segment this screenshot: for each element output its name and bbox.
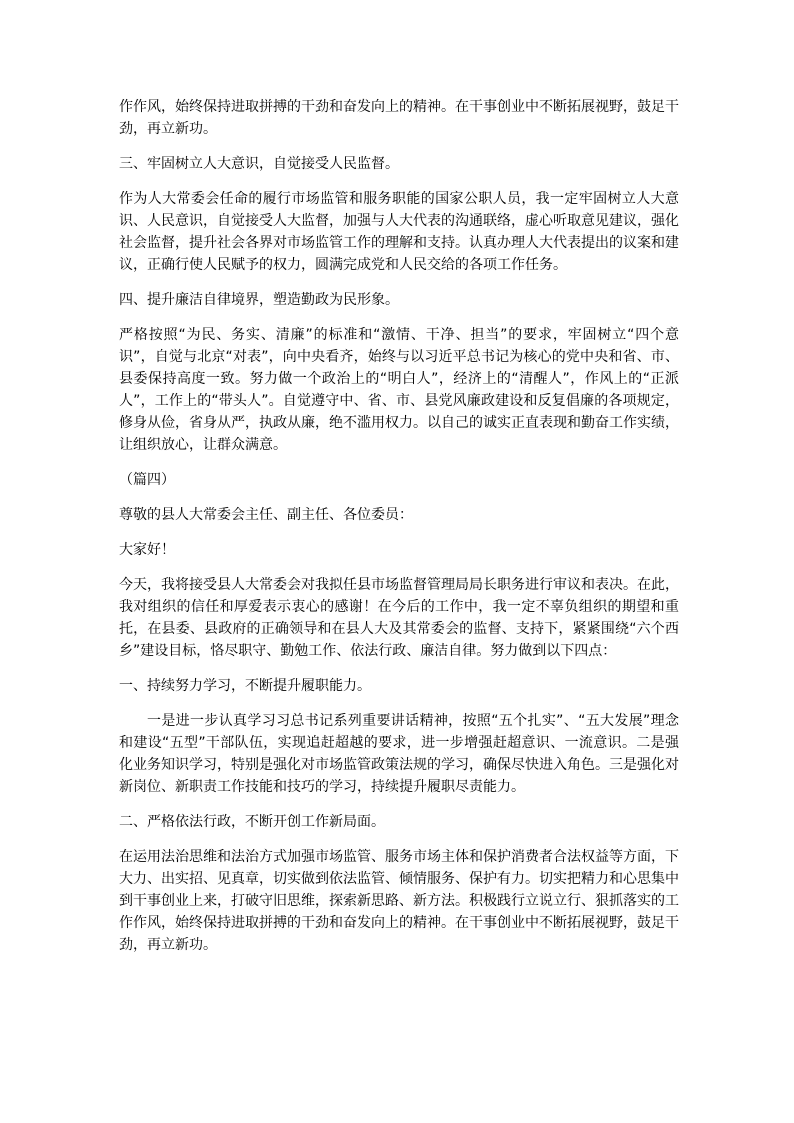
paragraph-continuation: 作作风，始终保持进取拼搏的干劲和奋发向上的精神。在干事创业中不断拓展视野，鼓足干劲，再立新功。	[119, 99, 679, 137]
section-heading-4: 四、提升廉洁自律境界，塑造勤政为民形象。	[119, 292, 399, 308]
section-heading-3: 三、牢固树立人大意识，自觉接受人民监督。	[119, 156, 399, 172]
paragraph-intro: 今天，我将接受县人大常委会对我拟任县市场监督管理局局长职务进行审议和表决。在此，我对组织的信任和厚爱表示衷心的感谢！在今后的工作中，我一定不辜负组织的期望和重托，在县委、县政府的正确领导和在县人大及其常委会的监督、支持下，紧紧围绕“六个西乡”建设目标，恪尽职守、勤勉工作、依法行政、廉洁自律。努力做到以下四点：	[119, 577, 679, 659]
paragraph-section-4: 严格按照“为民、务实、清廉”的标准和“激情、干净、担当”的要求，牢固树立“四个意识”，自觉与北京“对表”，向中央看齐，始终与以习近平总书记为核心的党中央和省、市、县委保持高度一致。努力做一个政治上的“明白人”，经济上的“清醒人”，作风上的“正派人”，工作上的“带头人”。自觉遵守中、省、市、县党风廉政建设和反复倡廉的各项规定，修身从俭，省身从严，执政从廉，绝不滥用权力。以自己的诚实正直表现和勤奋工作实绩，让组织放心，让群众满意。	[119, 327, 679, 453]
section-heading-2: 二、严格依法行政，不断开创工作新局面。	[119, 814, 385, 830]
paragraph-section-1: 一是进一步认真学习习总书记系列重要讲话精神，按照“五个扎实”、“五大发展”理念和建设“五型”干部队伍，实现追赶超越的要求，进一步增强赶超意识、一流意识。二是强化业务知识学习，特别是强化对市场监管政策法规的学习，确保尽快进入角色。三是强化对新岗位、新职责工作技能和技巧的学习，持续提升履职尽责能力。	[119, 713, 679, 795]
greeting: 大家好！	[119, 542, 175, 558]
paragraph-section-3: 作为人大常委会任命的履行市场监管和服务职能的国家公职人员，我一定牢固树立人大意识、人民意识，自觉接受人大监督，加强与人大代表的沟通联络，虚心听取意见建议，强化社会监督，提升社会各界对市场监管工作的理解和支持。认真办理人大代表提出的议案和建议，正确行使人民赋予的权力，圆满完成党和人民交给的各项工作任务。	[119, 191, 679, 273]
paragraph-section-2: 在运用法治思维和法治方式加强市场监管、服务市场主体和保护消费者合法权益等方面，下大力、出实招、见真章，切实做到依法监管、倾情服务、保护有力。切实把精力和心思集中到干事创业上来，打破守旧思维，探索新思路、新方法。积极践行立说立行、狠抓落实的工作作风，始终保持进取拼搏的干劲和奋发向上的精神。在干事创业中不断拓展视野，鼓足干劲，再立新功。	[119, 849, 679, 953]
salutation: 尊敬的县人大常委会主任、副主任、各位委员：	[119, 507, 413, 523]
document-body	[119, 96, 679, 969]
chapter-label: （篇四）	[119, 472, 175, 488]
section-heading-1: 一、持续努力学习，不断提升履职能力。	[119, 678, 371, 694]
